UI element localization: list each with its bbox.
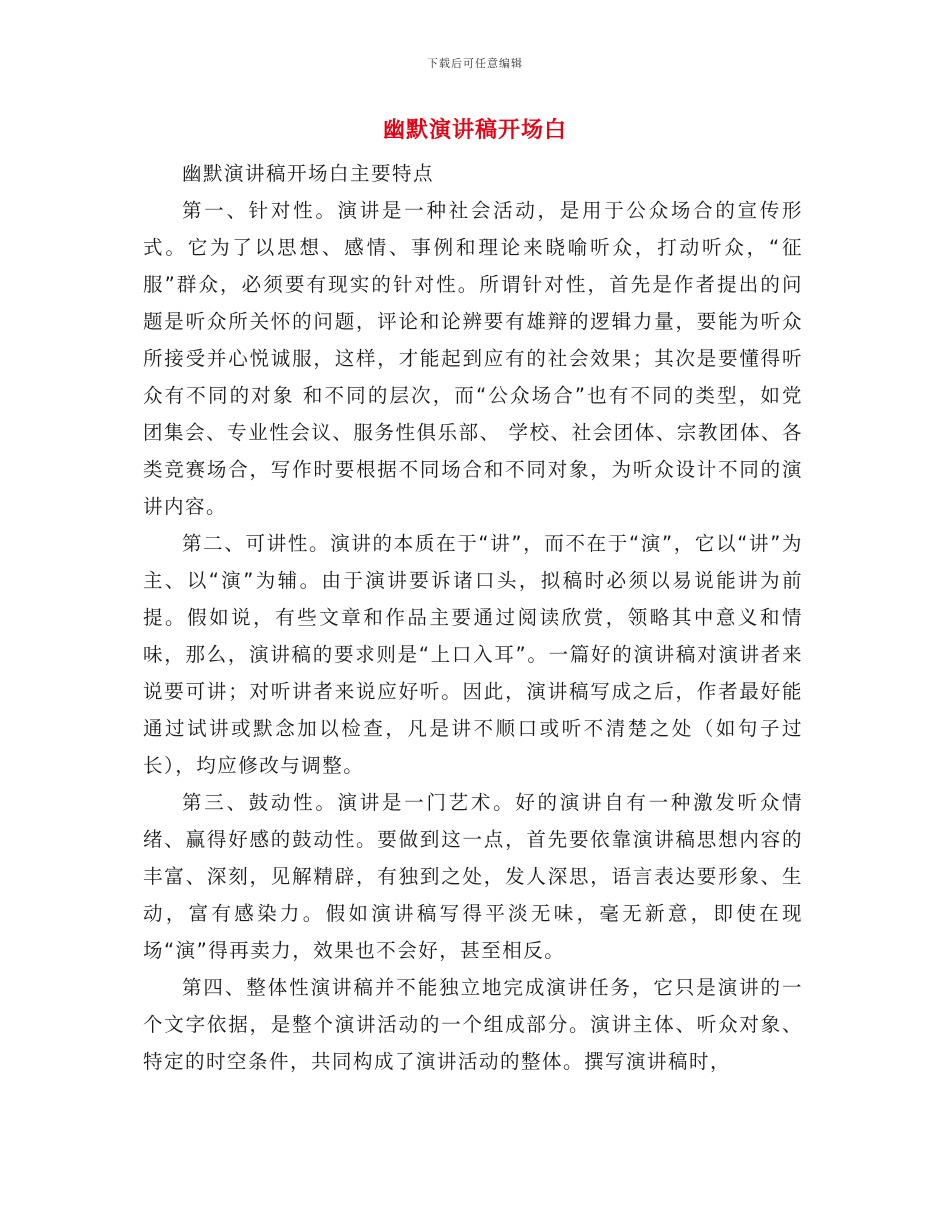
paragraph-inspiration: 第三、鼓动性。演讲是一门艺术。好的演讲自有一种激发听众情绪、赢得好感的鼓动性。要做到这一点，首先要依靠演讲稿思想内容的丰富、深刻，见解精辟，有独到之处，发人深思，语言表达要形象、生动，富有感染力。假如演讲稿写得平淡无味，毫无新意，即使在现场“演”得再卖力，效果也不会好，甚至相反。 <box>143 791 803 962</box>
section-subheading: 幽默演讲稿开场白主要特点 <box>182 162 435 185</box>
paragraph-integrity: 第四、整体性演讲稿并不能独立地完成演讲任务，它只是演讲的一个文字依据，是整个演讲活动的一个组成部分。演讲主体、听众对象、特定的时空条件，共同构成了演讲活动的整体。撰写演讲稿时， <box>143 976 803 1073</box>
header-note: 下载后可任意编辑 <box>427 57 523 70</box>
document-title: 幽默演讲稿开场白 <box>382 118 567 143</box>
paragraph-speakability: 第二、可讲性。演讲的本质在于“讲”，而不在于“演”，它以“讲”为主、以“演”为辅。由于演讲要诉诸口头，拟稿时必须以易说能讲为前提。假如说，有些文章和作品主要通过阅读欣赏，领略其中意义和情味，那么，演讲稿的要求则是“上口入耳”。一篇好的演讲稿对演讲者来说要可讲；对听讲者来说应好听。因此，演讲稿写成之后，作者最好能通过试讲或默念加以检查，凡是讲不顺口或听不清楚之处（如句子过长），均应修改与调整。 <box>143 532 803 777</box>
paragraph-targeting: 第一、针对性。演讲是一种社会活动，是用于公众场合的宣传形式。它为了以思想、感情、事例和理论来晓喻听众，打动听众，“征服”群众，必须要有现实的针对性。所谓针对性，首先是作者提出的问题是听众所关怀的问题，评论和论辨要有雄辩的逻辑力量，要能为听众所接受并心悦诚服，这样，才能起到应有的社会效果；其次是要懂得听众有不同的对象 和不同的层次，而“公众场合”也有不同的类型，如党团集会、专业性会议、服务性俱乐部、 学校、社会团体、宗教团体、各类竞赛场合，写作时要根据不同场合和不同对象，为听众设计不同的演讲内容。 <box>143 199 803 518</box>
document-body <box>143 155 803 1080</box>
